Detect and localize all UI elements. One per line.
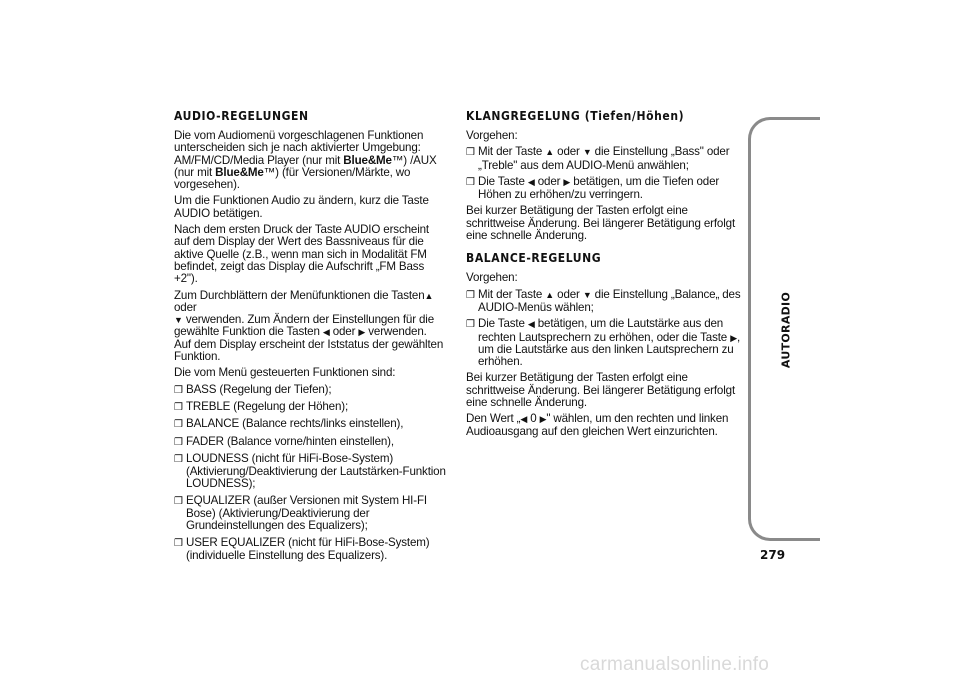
balance-value <box>466 413 742 438</box>
triangle-up-icon: ▲ <box>424 290 434 301</box>
intro-text-b: ™) /AUX (nur mit <box>174 153 437 179</box>
list-item <box>174 418 446 431</box>
klang-item2-b: oder <box>537 174 561 188</box>
checkbox-bullet-icon: ❒ <box>466 147 475 159</box>
list-item <box>466 176 742 202</box>
list-item <box>174 436 446 449</box>
nav-text-b: oder <box>174 300 197 314</box>
klang-item1-c: die Einstellung „Bass" oder „Treble" aus dem AUDIO-Menü anwählen; <box>478 145 730 172</box>
triangle-left-icon: ◀ <box>527 319 535 330</box>
triangle-right-icon: ▶ <box>730 332 737 343</box>
checkbox-bullet-icon: ❒ <box>466 289 475 301</box>
balance-value-b: " wählen, um den rechten und linken Audioausgang auf den gleichen Wert einzurichten. <box>466 412 729 438</box>
nav-text-a: Zum Durchblättern der Menüfunktionen die Tasten <box>174 288 425 302</box>
checkbox-bullet-icon: ❒ <box>174 384 183 396</box>
checkbox-bullet-icon: ❒ <box>466 319 475 331</box>
list-item-text: TREBLE (Regelung der Höhen); <box>186 399 349 413</box>
triangle-left-icon: ◀ <box>527 176 535 187</box>
klang-item2-a: Die Taste <box>478 174 525 188</box>
balance-value-zero: 0 <box>530 412 537 426</box>
balance-item1-b: oder <box>557 287 580 301</box>
list-item <box>466 146 742 172</box>
heading-klangregelung: KLANGREGELUNG (Tiefen/Höhen) <box>466 109 685 123</box>
triangle-down-icon: ▼ <box>174 315 183 326</box>
checkbox-bullet-icon: ❒ <box>174 436 183 448</box>
klang-item2-c: betätigen, um die Tiefen oder Höhen zu erhöhen/zu verringern. <box>478 174 720 202</box>
nav-text-d: oder <box>332 325 356 339</box>
watermark: carmanualsonline.info <box>580 654 770 675</box>
nav-text-c: verwenden. Zum Ändern der Einstellungen für die gewählte Funktion die Tasten <box>174 313 435 339</box>
list-item-text: LOUDNESS (nicht für HiFi-Bose-System) (Aktivierung/Deaktivierung der Lautstärken-Funktion LOUDNESS); <box>186 451 446 491</box>
page-number: 279 <box>760 548 786 562</box>
triangle-up-icon: ▲ <box>545 289 555 300</box>
checkbox-bullet-icon: ❒ <box>174 401 183 413</box>
balance-note: Bei kurzer Betätigung der Tasten erfolgt eine schrittweise Änderung. Bei längerer Betätigung erfolgt eine schnelle Änderung. <box>466 371 736 410</box>
chapter-tab-label: AUTORADIO <box>779 291 793 369</box>
list-item-text: EQUALIZER (außer Versionen mit System HI-FI Bose) (Aktivierung/Deaktivierung der Grundeinstellungen des Equalizers); <box>186 493 427 533</box>
checkbox-bullet-icon: ❒ <box>174 537 183 549</box>
heading-balance-regelung: BALANCE-REGELUNG <box>466 251 602 266</box>
triangle-left-icon: ◀ <box>520 414 528 425</box>
right-column <box>466 110 742 442</box>
intro-text-a: Die vom Audiomenü vorgeschlagenen Funktionen unterscheiden sich je nach aktivierter Umgebung: AM/FM/CD/Media Player (nur mit <box>174 129 424 167</box>
paragraph-intro <box>174 130 446 191</box>
list-item <box>174 384 446 397</box>
balance-item1-a: Mit der Taste <box>478 287 543 301</box>
triangle-right-icon: ▶ <box>539 414 547 425</box>
balance-item2-a: Die Taste <box>478 317 525 331</box>
triangle-up-icon: ▲ <box>545 147 555 158</box>
balance-item2-b: betätigen, um die Lautstärke aus den rechten Lautsprechern zu erhöhen, oder die Taste <box>478 317 728 344</box>
list-item <box>466 289 742 315</box>
paragraph-functions-intro: Die vom Menü gesteuerten Funktionen sind: <box>174 366 396 380</box>
checkbox-bullet-icon: ❒ <box>174 419 183 431</box>
list-item <box>466 318 742 368</box>
balance-item2-c: , um die Lautstärke aus den linken Lautsprechern zu erhöhen. <box>478 330 741 369</box>
list-item-text: FADER (Balance vorne/hinten einstellen), <box>186 434 394 448</box>
checkbox-bullet-icon: ❒ <box>174 453 183 465</box>
triangle-down-icon: ▼ <box>582 289 592 300</box>
list-item <box>174 401 446 414</box>
brand-blue-me: Blue&Me <box>343 153 392 167</box>
triangle-right-icon: ▶ <box>358 327 366 338</box>
list-item-text: BASS (Regelung der Tiefen); <box>186 382 332 396</box>
paragraph-audio-key: Um die Funktionen Audio zu ändern, kurz die Taste AUDIO betätigen. <box>174 194 429 220</box>
list-item-text: BALANCE (Balance rechts/links einstellen), <box>186 417 404 431</box>
left-column <box>174 110 446 566</box>
klang-intro: Vorgehen: <box>466 129 518 142</box>
list-item <box>174 537 446 563</box>
triangle-right-icon: ▶ <box>563 176 571 187</box>
klang-item1-b: oder <box>557 145 580 159</box>
balance-intro: Vorgehen: <box>466 271 518 285</box>
checkbox-bullet-icon: ❒ <box>174 495 183 507</box>
list-item <box>174 453 446 491</box>
heading-audio-regelungen: AUDIO-REGELUNGEN <box>174 109 309 123</box>
triangle-down-icon: ▼ <box>582 147 592 158</box>
paragraph-navigation <box>174 290 446 364</box>
triangle-left-icon: ◀ <box>322 327 330 338</box>
intro-text-c: ™) (für Versionen/Märkte, wo vorgesehen). <box>174 165 411 192</box>
brand-blue-me: Blue&Me <box>215 165 264 179</box>
klang-item1-a: Mit der Taste <box>478 145 543 159</box>
nav-text-e: verwenden. Auf dem Display erscheint der Iststatus der gewählten Funktion. <box>174 325 444 364</box>
klang-note: Bei kurzer Betätigung der Tasten erfolgt eine schrittweise Änderung. Bei längerer Betätigung erfolgt eine schnelle Änderung. <box>466 204 736 243</box>
list-item-text: USER EQUALIZER (nicht für HiFi-Bose-System) (individuelle Einstellung des Equalizers). <box>186 535 430 562</box>
balance-value-a: Den Wert „ <box>466 412 521 426</box>
paragraph-first-press: Nach dem ersten Druck der Taste AUDIO erscheint auf dem Display der Wert des Bassniveaus für die aktive Quelle (z.B., wenn man sich in Modalität FM befindet, zeigt das Display die Aufschrift „FM Bass +2"). <box>174 223 429 286</box>
balance-item1-c: die Einstellung „Balance„ des AUDIO-Menüs wählen; <box>478 287 741 314</box>
checkbox-bullet-icon: ❒ <box>466 176 475 188</box>
list-item <box>174 495 446 533</box>
